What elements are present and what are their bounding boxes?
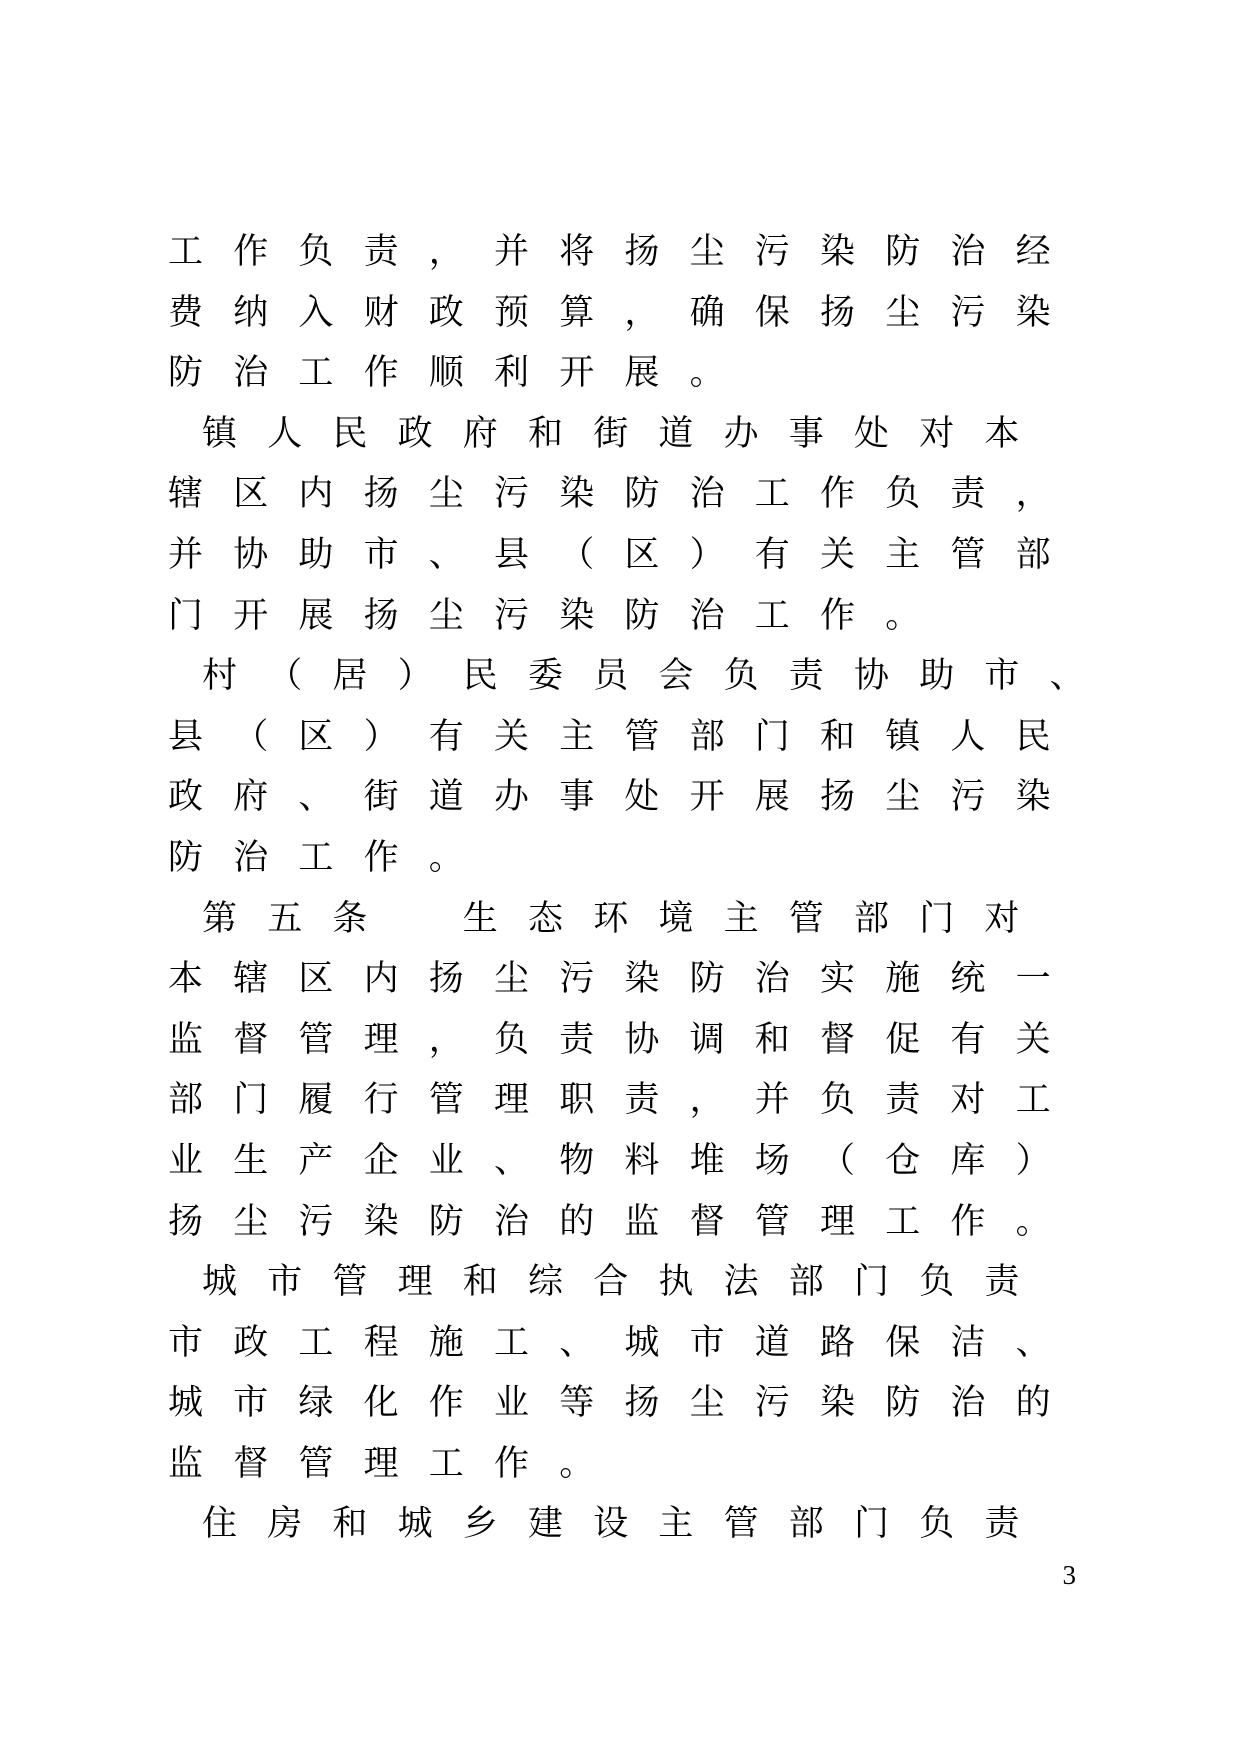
text-line-22: 住房和城乡建设主管部门负责: [202, 1504, 1050, 1545]
text-line-6: 并协助市、县（区）有关主管部: [168, 534, 1081, 575]
text-line-10: 政府、街道办事处开展扬尘污染: [168, 777, 1081, 818]
text-line-15: 部门履行管理职责，并负责对工: [168, 1080, 1081, 1121]
text-line-4: 镇人民政府和街道办事处对本: [202, 413, 1050, 454]
text-line-8: 村（居）民委员会负责协助市、: [202, 656, 1115, 697]
text-line-13: 本辖区内扬尘污染防治实施统一: [168, 959, 1081, 1000]
text-line-7: 门开展扬尘污染防治工作。: [168, 595, 951, 636]
text-line-16: 业生产企业、物料堆场（仓库）: [168, 1140, 1081, 1181]
text-line-2: 费纳入财政预算，确保扬尘污染: [168, 292, 1081, 333]
text-line-3: 防治工作顺利开展。: [168, 353, 755, 394]
text-line-5: 辖区内扬尘污染防治工作负责，: [168, 474, 1081, 515]
text-line-9: 县（区）有关主管部门和镇人民: [168, 716, 1081, 757]
text-line-19: 市政工程施工、城市道路保洁、: [168, 1322, 1081, 1363]
page-number: 3: [1062, 1560, 1076, 1590]
text-line-20: 城市绿化作业等扬尘污染防治的: [168, 1383, 1081, 1424]
body-text: [168, 222, 1115, 1555]
text-line-21: 监督管理工作。: [168, 1443, 625, 1484]
text-line-18: 城市管理和综合执法部门负责: [202, 1262, 1050, 1303]
text-line-1: 工作负责，并将扬尘污染防治经: [168, 232, 1081, 272]
text-line-17: 扬尘污染防治的监督管理工作。: [168, 1201, 1081, 1242]
text-line-11: 防治工作。: [168, 837, 495, 878]
text-line-12: 第五条 生态环境主管部门对: [202, 898, 1050, 939]
text-line-14: 监督管理，负责协调和督促有关: [168, 1019, 1081, 1060]
